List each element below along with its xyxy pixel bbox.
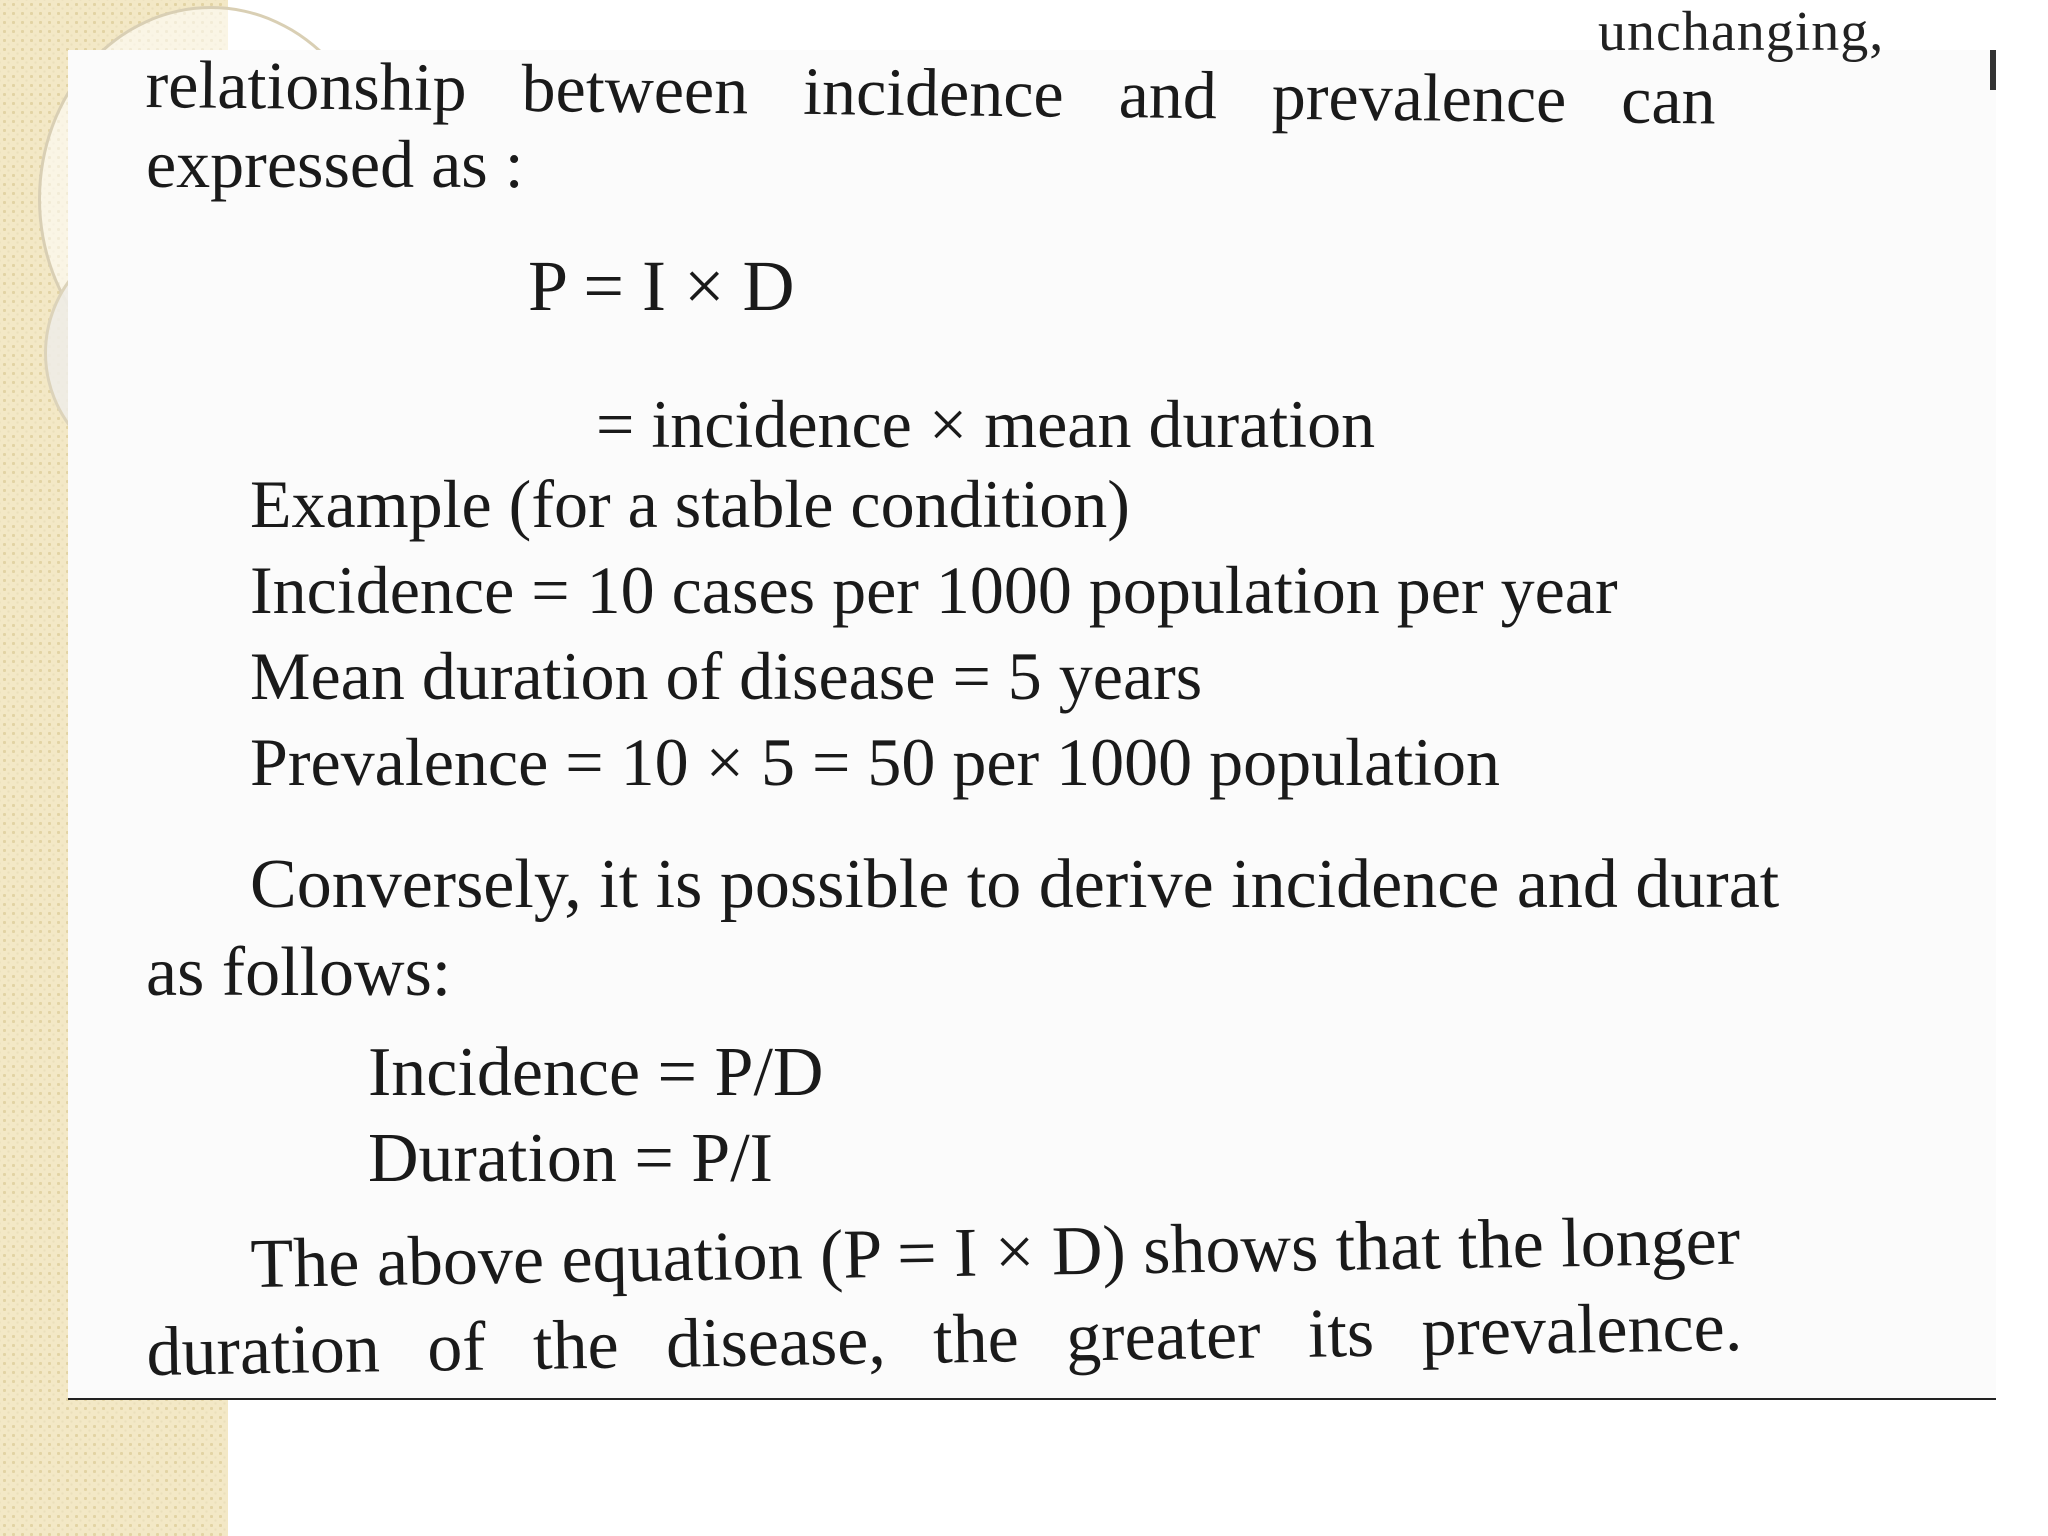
formula-duration: Duration = P/I: [368, 1120, 773, 1197]
example-incidence: Incidence = 10 cases per 1000 population per year: [250, 552, 1618, 628]
example-duration: Mean duration of disease = 5 years: [250, 638, 1203, 714]
paragraph-line: expressed as :: [146, 126, 524, 202]
formula-incidence: Incidence = P/D: [368, 1034, 824, 1111]
equation-expanded: = incidence × mean duration: [596, 386, 1376, 462]
paragraph-line: The above equation (P = I × D) shows that the longer: [249, 1202, 1741, 1303]
paragraph-line: Conversely, it is possible to derive incidence and durat: [250, 846, 1780, 923]
paragraph-line: relationship between incidence and prevalence can: [145, 46, 1717, 139]
example-heading: Example (for a stable condition): [250, 466, 1130, 542]
paragraph-line: as follows:: [146, 934, 452, 1011]
scanned-text-page: [68, 1, 1996, 1400]
cut-off-top-text: unchanging,: [1598, 1, 1885, 63]
page-edge-mark: [1990, 50, 1996, 90]
equation-main: P = I × D: [528, 246, 795, 326]
example-prevalence: Prevalence = 10 × 5 = 50 per 1000 population: [250, 724, 1500, 800]
paragraph-line: duration of the disease, the greater its prevalence.: [145, 1288, 1743, 1391]
